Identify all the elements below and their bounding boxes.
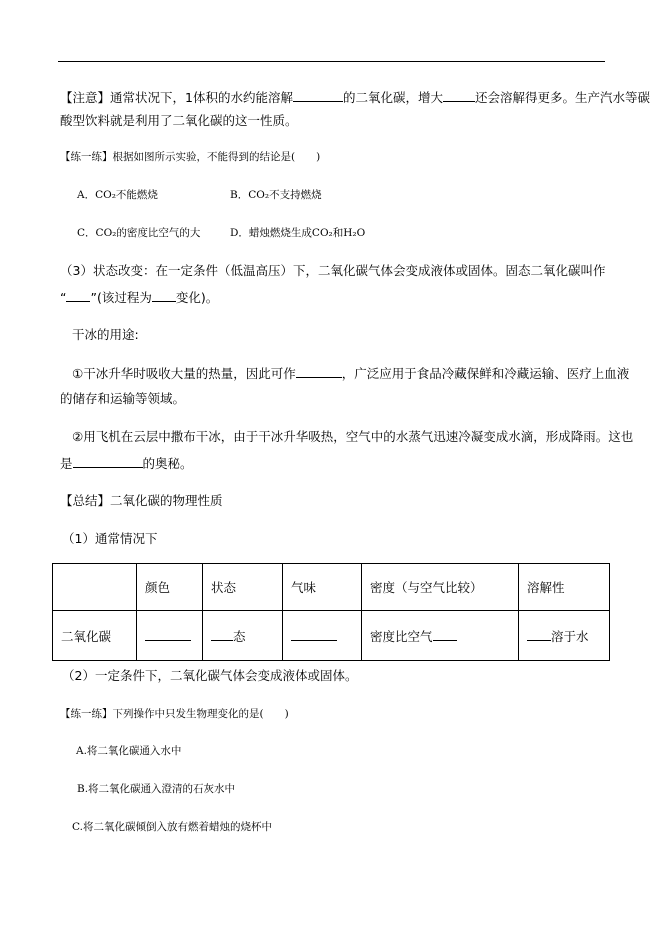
- summary-point-2: （2）一定条件下，二氧化碳气体会变成液体或固体。: [62, 668, 358, 683]
- text: 是: [60, 456, 73, 471]
- table-cell: [362, 611, 519, 661]
- q2-option-a: A.将二氧化碳通入水中: [76, 745, 182, 757]
- blank: [293, 89, 343, 102]
- dry-ice-use-1-cont: 的储存和运输等领域。: [60, 391, 186, 406]
- note-line-2: 酸型饮料就是利用了二氧化碳的这一性质。: [60, 113, 298, 128]
- text: 态: [233, 628, 246, 644]
- text: 密度比空气: [370, 628, 433, 644]
- properties-table: [52, 563, 610, 661]
- table-header-row: [53, 564, 610, 611]
- blank: [433, 628, 457, 641]
- blank: [152, 289, 176, 302]
- table-cell: [283, 611, 362, 661]
- blank: [211, 628, 233, 641]
- table-cell: [137, 611, 203, 661]
- table-header-cell: 颜色: [137, 564, 203, 611]
- table-header-cell: 密度（与空气比较）: [362, 564, 519, 611]
- header-rule: [58, 61, 605, 62]
- text: 还会溶解得更多。生产汽水等碳: [474, 90, 650, 105]
- q1-stem: 【练一练】根据如图所示实验，不能得到的结论是( ): [60, 151, 321, 163]
- table-header-cell: 状态: [203, 564, 283, 611]
- summary-point-1: （1）通常情况下: [62, 531, 158, 546]
- blank: [66, 289, 90, 302]
- text: ，广泛应用于食品冷藏保鲜和冷藏运输、医疗上血液: [341, 366, 630, 381]
- blank: [145, 628, 191, 641]
- q2-option-c: C.将二氧化碳倾倒入放有燃着蜡烛的烧杯中: [72, 821, 272, 833]
- table-header-cell: 溶解性: [519, 564, 610, 611]
- state-change-line-1: （3）状态改变：在一定条件（低温高压）下，二氧化碳气体会变成液体或固体。固态二氧化碳叫作: [60, 263, 606, 278]
- q1-option-c: C．CO₂的密度比空气的大: [77, 227, 201, 239]
- state-change-line-2: [60, 289, 218, 306]
- blank: [443, 89, 475, 102]
- text: ①干冰升华时吸收大量的热量，因此可作: [72, 366, 296, 381]
- text: 【注意】通常状况下，1体积的水约能溶解: [60, 90, 293, 105]
- text: 溶于水: [551, 628, 589, 644]
- table-row: [53, 611, 610, 661]
- note-line-1: [60, 89, 650, 106]
- table-header-cell: [53, 564, 137, 611]
- dry-ice-use-1: [72, 365, 629, 382]
- dry-ice-use-2: ②用飞机在云层中撒布干冰，由于干冰升华吸热，空气中的水蒸气迅速冷凝变成水滴，形成降雨。这也: [72, 429, 634, 444]
- blank: [291, 628, 337, 641]
- blank: [527, 628, 551, 641]
- q2-stem: 【练一练】下列操作中只发生物理变化的是( ): [60, 708, 289, 720]
- dry-ice-use-2-cont: [60, 455, 193, 472]
- table-cell: [519, 611, 610, 661]
- q1-option-b: B．CO₂不支持燃烧: [230, 189, 322, 201]
- blank: [296, 365, 342, 378]
- text: ”(该过程为: [90, 290, 152, 305]
- summary-title: 【总结】二氧化碳的物理性质: [60, 493, 223, 508]
- table-cell: 二氧化碳: [53, 611, 137, 661]
- table-cell: [203, 611, 283, 661]
- dry-ice-title: 干冰的用途:: [72, 327, 139, 342]
- q1-option-a: A．CO₂不能燃烧: [77, 189, 158, 201]
- blank: [73, 455, 143, 468]
- text: “: [60, 290, 67, 305]
- text: 的奥秘。: [142, 456, 193, 471]
- text: 的二氧化碳，增大: [342, 90, 443, 105]
- q2-option-b: B.将二氧化碳通入澄清的石灰水中: [77, 783, 236, 795]
- q1-option-d: D．蜡烛燃烧生成CO₂和H₂O: [230, 227, 366, 239]
- text: 变化)。: [175, 290, 219, 305]
- table-header-cell: 气味: [283, 564, 362, 611]
